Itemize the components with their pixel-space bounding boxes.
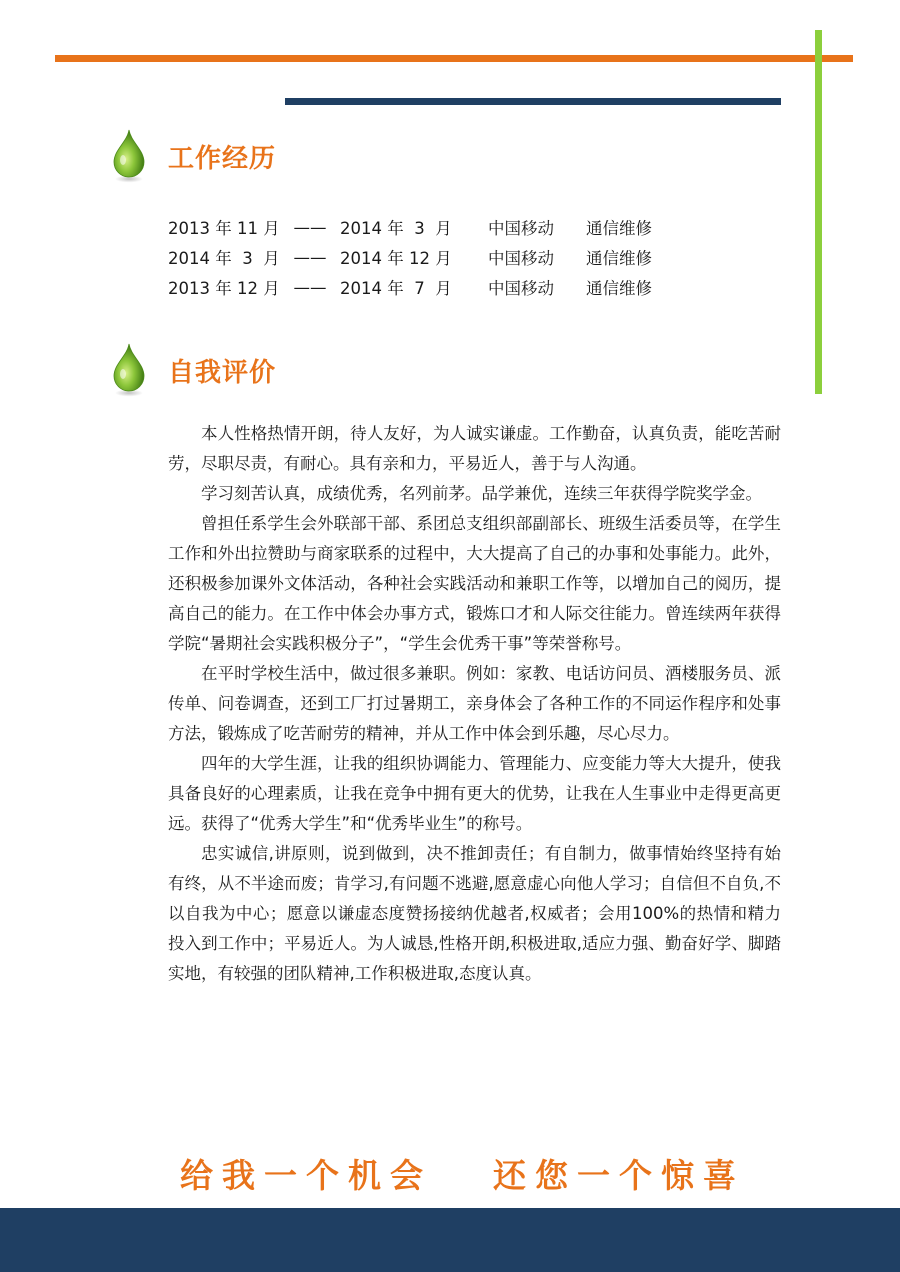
- evaluation-paragraph: 曾担任系学生会外联部干部、系团总支组织部副部长、班级生活委员等，在学生工作和外出拉赞助与商家联系的过程中，大大提高了自己的办事和处事能力。此外，还积极参加课外文体活动，各种社会实践活动和兼职工作等，以增加自己的阅历，提高自己的能力。在工作中体会办事方式，锻炼口才和人际交往能力。曾连续两年获得学院“暑期社会实践积极分子”，“学生会优秀干事”等荣誉称号。: [168, 514, 781, 653]
- water-drop-icon: [108, 342, 150, 398]
- section-heading-self: [108, 342, 276, 398]
- work-role: 通信维修: [586, 219, 652, 238]
- work-start-date: 2013 年 12 月: [168, 279, 280, 298]
- self-evaluation-body: [168, 419, 781, 989]
- slogan-left: 给我一个机会: [180, 1156, 432, 1195]
- section-title-work: 工作经历: [168, 143, 277, 174]
- work-company: 中国移动: [488, 279, 554, 298]
- work-date-dash: ——: [293, 247, 327, 267]
- work-company: 中国移动: [488, 249, 554, 268]
- top-navy-bar: [285, 98, 781, 105]
- top-orange-bar: [55, 55, 853, 62]
- work-history-row: [168, 212, 728, 242]
- work-history-row: [168, 242, 728, 272]
- slogan-right: 还您一个惊喜: [493, 1156, 745, 1195]
- evaluation-paragraph: 四年的大学生涯，让我的组织协调能力、管理能力、应变能力等大大提升，使我具备良好的心理素质，让我在竞争中拥有更大的优势，让我在人生事业中走得更高更远。获得了“优秀大学生”和“优秀毕业生”的称号。: [168, 754, 781, 833]
- work-history-row: [168, 272, 728, 302]
- work-start-date: 2014 年 3 月: [168, 249, 280, 268]
- work-history-list: [168, 212, 728, 302]
- work-start-date: 2013 年 11 月: [168, 219, 280, 238]
- work-end-date: 2014 年 7 月: [340, 279, 452, 298]
- work-end-date: 2014 年 3 月: [340, 219, 452, 238]
- evaluation-paragraph: 在平时学校生活中，做过很多兼职。例如：家教、电话访问员、酒楼服务员、派传单、问卷调查，还到工厂打过暑期工，亲身体会了各种工作的不同运作程序和处事方法，锻炼成了吃苦耐劳的精神，并从工作中体会到乐趣，尽心尽力。: [168, 664, 781, 743]
- section-title-self: 自我评价: [168, 357, 277, 388]
- evaluation-paragraph: 本人性格热情开朗，待人友好，为人诚实谦虚。工作勤奋，认真负责，能吃苦耐劳，尽职尽责，有耐心。具有亲和力，平易近人，善于与人沟通。: [168, 424, 781, 473]
- work-company: 中国移动: [488, 219, 554, 238]
- evaluation-paragraph: 忠实诚信,讲原则，说到做到，决不推卸责任；有自制力，做事情始终坚持有始有终，从不半途而废；肯学习,有问题不逃避,愿意虚心向他人学习；自信但不自负,不以自我为中心；愿意以谦虚态度赞扬接纳优越者,权威者；会用100%的热情和精力投入到工作中；平易近人。为人诚恳,性格开朗,积极进取,适应力强、勤奋好学、脚踏实地，有较强的团队精神,工作积极进取,态度认真。: [168, 844, 781, 983]
- section-heading-work: [108, 128, 276, 184]
- work-role: 通信维修: [586, 279, 652, 298]
- footer-bar: [0, 1208, 900, 1272]
- work-end-date: 2014 年 12 月: [340, 249, 452, 268]
- water-drop-icon: [108, 128, 150, 184]
- work-date-dash: ——: [293, 277, 327, 297]
- evaluation-paragraph: 学习刻苦认真，成绩优秀，名列前茅。品学兼优，连续三年获得学院奖学金。: [201, 484, 762, 503]
- work-date-dash: ——: [293, 217, 327, 237]
- right-green-bar: [815, 30, 822, 394]
- work-role: 通信维修: [586, 249, 652, 268]
